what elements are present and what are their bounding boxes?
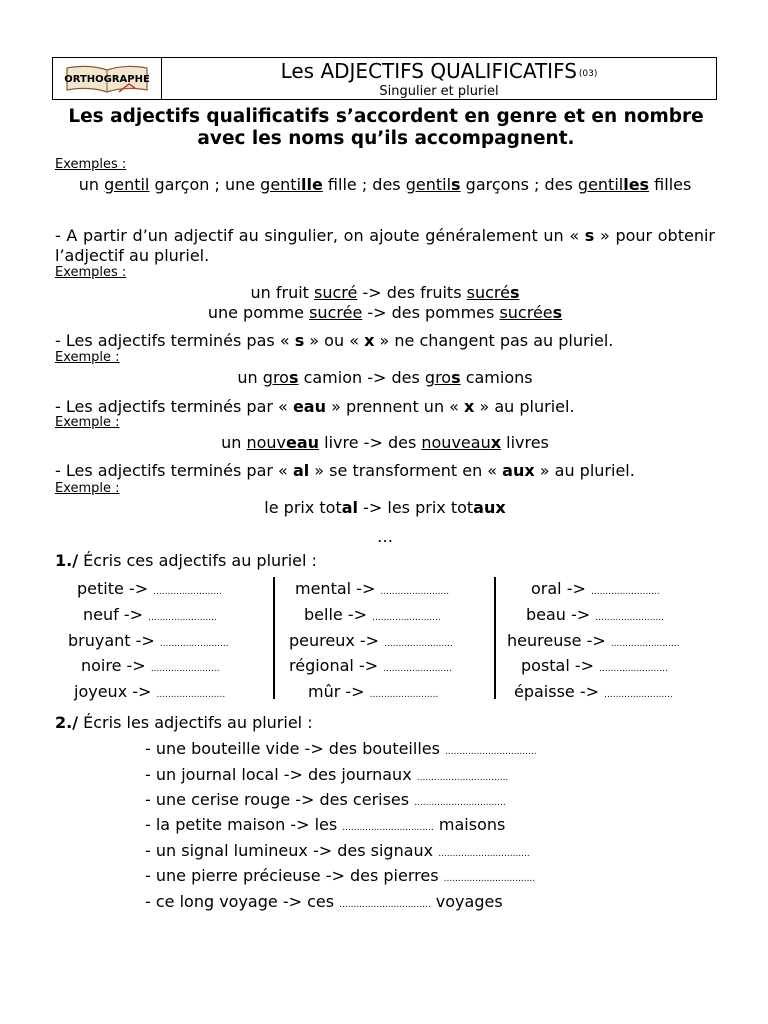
ex-ending: aux [473, 498, 506, 517]
ex2-item [145, 815, 505, 834]
ex1-item [531, 579, 660, 598]
ex-ending: eau [286, 433, 320, 452]
title-cell [162, 58, 716, 99]
adjective-prompt: heureuse -> [507, 631, 606, 650]
ex1-item [521, 656, 668, 675]
ex-ending: al [341, 498, 359, 517]
ex-text: livres [501, 433, 549, 452]
rule-text: - Les adjectifs terminés pas « [55, 331, 295, 350]
answer-blank[interactable]: ........................ [156, 690, 226, 700]
ex-underlined: gro [262, 368, 289, 387]
phrase-prompt: - la petite maison -> les [145, 815, 343, 834]
title-text: Les ADJECTIFS QUALIFICATIFS [280, 59, 577, 83]
ex2-item [145, 739, 537, 758]
exercise-2-heading [55, 713, 313, 732]
answer-blank[interactable]: ................................ [445, 747, 537, 757]
ex1-item [74, 682, 225, 701]
ex-text: filles [649, 175, 692, 194]
answer-blank[interactable]: ........................ [590, 587, 660, 597]
ex1-item [526, 605, 664, 624]
ex1-item [514, 682, 673, 701]
logo-text: ORTHOGRAPHE [64, 73, 150, 85]
rule-text: » au pluriel. [534, 461, 635, 480]
answer-blank[interactable]: ........................ [599, 664, 668, 674]
ex-ending: lle [301, 175, 323, 194]
answer-blank[interactable]: ........................ [610, 639, 680, 649]
exercise-1-heading [55, 551, 317, 570]
answer-blank[interactable]: ................................ [443, 874, 536, 884]
ex-ending: s [509, 283, 520, 302]
example-nouveau [52, 433, 718, 452]
example-gros [52, 368, 718, 387]
ex-ending: s [451, 368, 461, 387]
example-label-5: Exemple : [55, 481, 120, 496]
grammar-rule: Les adjectifs qualificatifs s’accordent en genre et en nombre avec les noms qu’ils accompagnent. [68, 106, 704, 149]
column-divider [494, 577, 496, 699]
example-label-3: Exemple : [55, 350, 120, 365]
exercise-instruction: Écris ces adjectifs au pluriel : [78, 551, 317, 570]
rule-text: » se transforment en « [309, 461, 503, 480]
rule-text: » pour obtenir l’adjectif au pluriel. [55, 226, 715, 265]
orthographe-logo [59, 62, 155, 96]
ellipsis: … [377, 527, 393, 546]
phrase-prompt: - ce long voyage -> ces [145, 892, 340, 911]
ex-text: livre -> des [319, 433, 422, 452]
ex1-item [304, 605, 441, 624]
answer-blank[interactable]: ........................ [153, 587, 222, 597]
ex-ending: s [288, 368, 299, 387]
ex-text: -> les prix tot [358, 498, 474, 517]
answer-blank[interactable]: ........................ [369, 690, 439, 700]
answer-blank[interactable]: ................................ [414, 798, 506, 808]
logo-cell [53, 58, 162, 99]
adjective-prompt: bruyant -> [68, 631, 155, 650]
adjective-prompt: régional -> [289, 656, 379, 675]
example-pomme [52, 303, 718, 322]
ex1-item [289, 631, 453, 650]
ex1-item [68, 631, 229, 650]
ex1-item [295, 579, 449, 598]
answer-blank[interactable]: ................................ [438, 849, 530, 859]
ex-ending: s [451, 175, 461, 194]
answer-blank[interactable]: ........................ [380, 587, 450, 597]
ex-underlined: gentil [405, 175, 452, 194]
rule-letter: eau [292, 397, 326, 416]
example-gentil [52, 175, 718, 195]
adjective-prompt: peureux -> [289, 631, 380, 650]
phrase-prompt: - un journal local -> des journaux [145, 765, 417, 784]
phrase-prompt: - un signal lumineux -> des signaux [145, 841, 439, 860]
ex1-item [289, 656, 452, 675]
ex-underlined: gentil [104, 175, 150, 194]
rule-text: - Les adjectifs terminés par « [55, 397, 293, 416]
title-number: (03) [578, 69, 598, 79]
adjective-prompt: petite -> [77, 579, 149, 598]
column-divider [273, 577, 275, 699]
rule-letter: s [584, 226, 595, 245]
ex2-item [145, 790, 506, 809]
ex-text: un fruit [250, 283, 315, 302]
adjective-prompt: beau -> [526, 605, 591, 624]
rule-letter: x [364, 331, 375, 350]
rule-text: - A partir d’un adjectif au singulier, on ajoute généralement un « [55, 226, 585, 245]
header-box [52, 57, 717, 100]
exercise-number: 2./ [55, 713, 79, 732]
example-fruit [52, 283, 718, 302]
ex-underlined: sucré [466, 283, 510, 302]
rule-eau [55, 397, 575, 416]
adjective-prompt: neuf -> [83, 605, 144, 624]
adjective-prompt: noire -> [81, 656, 146, 675]
ex-text: garçon ; une [149, 175, 261, 194]
answer-blank[interactable]: ........................ [595, 613, 664, 623]
ex-text: un [221, 433, 247, 452]
adjective-prompt: joyeux -> [74, 682, 152, 701]
ex-text: -> des fruits [357, 283, 467, 302]
ex1-item [81, 656, 219, 675]
ex-text: garçons ; des [460, 175, 578, 194]
answer-blank[interactable]: ........................ [372, 613, 441, 623]
phrase-suffix: voyages [430, 892, 503, 911]
ex-text: un [237, 368, 263, 387]
answer-blank[interactable]: ........................ [604, 690, 673, 700]
ex1-item [507, 631, 680, 650]
ex1-item [83, 605, 217, 624]
phrase-suffix: maisons [433, 815, 506, 834]
rule-letter: s [294, 331, 305, 350]
ex-ending: les [623, 175, 650, 194]
rule-add-s [55, 226, 715, 266]
examples-label-2: Exemples : [55, 265, 127, 280]
page-title [162, 59, 716, 86]
rule-text: » ou « [304, 331, 365, 350]
adjective-prompt: épaisse -> [514, 682, 600, 701]
ex2-item [145, 866, 535, 885]
examples-label-1: Exemples : [55, 157, 127, 172]
rule-text: » prennent un « [325, 397, 465, 416]
answer-blank[interactable]: ................................ [342, 823, 434, 833]
rule-letter: aux [502, 461, 535, 480]
ex-underlined: gentil [577, 175, 624, 194]
rule-text: - Les adjectifs terminés par « [55, 461, 293, 480]
answer-blank[interactable]: ........................ [150, 664, 220, 674]
rule-text: » au pluriel. [474, 397, 575, 416]
answer-blank[interactable]: ........................ [148, 613, 217, 623]
adjective-prompt: postal -> [521, 656, 595, 675]
answer-blank[interactable]: ........................ [384, 639, 453, 649]
phrase-prompt: - une pierre précieuse -> des pierres [145, 866, 444, 885]
ex-text: fille ; des [322, 175, 406, 194]
ex2-item [145, 841, 530, 860]
ex-underlined: sucrée [499, 303, 553, 322]
rule-letter: al [292, 461, 310, 480]
ex-ending: x [490, 433, 502, 452]
ex-underlined: sucrée [309, 303, 363, 322]
ex2-item [145, 892, 503, 911]
rule-s-x [55, 331, 613, 350]
ex-text: camion -> des [298, 368, 425, 387]
answer-blank[interactable]: ........................ [159, 639, 229, 649]
page-subtitle: Singulier et pluriel [379, 84, 499, 99]
rule-al [55, 461, 635, 480]
adjective-prompt: mûr -> [308, 682, 365, 701]
answer-blank[interactable]: ........................ [383, 664, 452, 674]
ex-text: un [78, 175, 105, 194]
exercise-instruction: Écris les adjectifs au pluriel : [78, 713, 313, 732]
ex1-item [308, 682, 438, 701]
ex-text: une pomme [207, 303, 310, 322]
example-total [52, 498, 718, 517]
adjective-prompt: mental -> [295, 579, 376, 598]
ex-underlined: sucré [314, 283, 358, 302]
ex-underlined: nouveau [421, 433, 491, 452]
example-label-4: Exemple : [55, 415, 120, 430]
ex2-item [145, 765, 508, 784]
adjective-prompt: belle -> [304, 605, 367, 624]
exercise-number: 1./ [55, 551, 79, 570]
phrase-prompt: - une bouteille vide -> des bouteilles [145, 739, 446, 758]
ex-ending: s [552, 303, 563, 322]
rule-letter: x [464, 397, 475, 416]
ex-text: camions [460, 368, 533, 387]
ex-text: -> des pommes [362, 303, 500, 322]
rule-text: » ne changent pas au pluriel. [374, 331, 614, 350]
answer-blank[interactable]: ................................ [339, 900, 431, 910]
ex-underlined: genti [260, 175, 302, 194]
ex-text: le prix tot [264, 498, 342, 517]
adjective-prompt: oral -> [531, 579, 586, 598]
ex-underlined: gro [424, 368, 452, 387]
phrase-prompt: - une cerise rouge -> des cerises [145, 790, 415, 809]
ex1-item [77, 579, 222, 598]
ex-underlined: nouv [246, 433, 287, 452]
answer-blank[interactable]: ................................ [416, 773, 509, 783]
